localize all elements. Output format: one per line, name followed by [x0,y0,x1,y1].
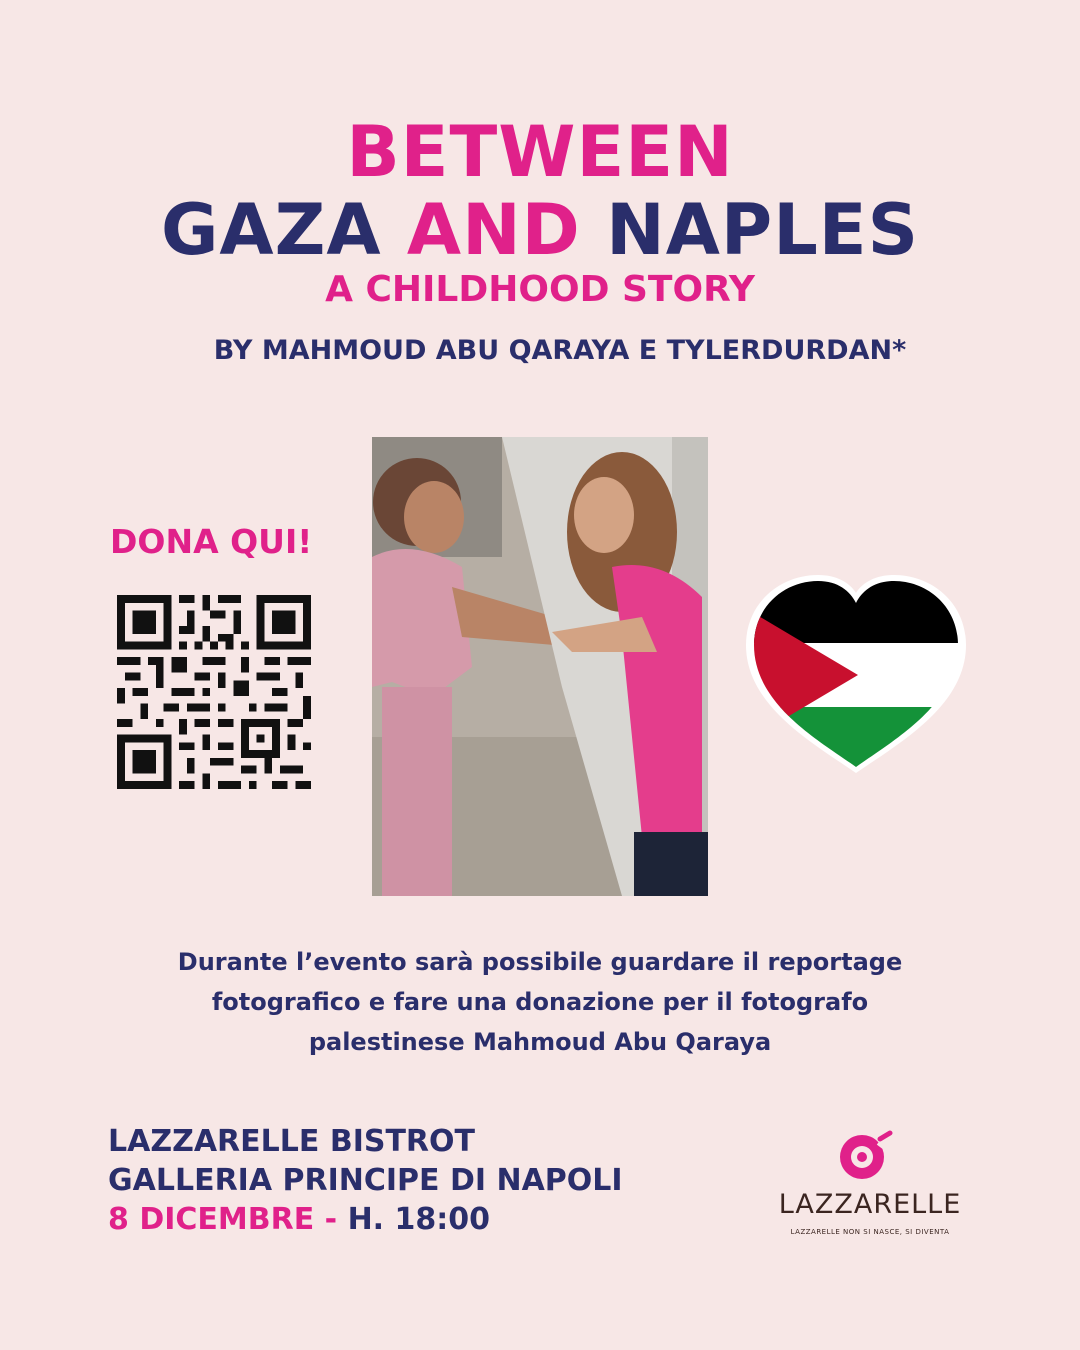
title-word-and: AND [406,189,581,271]
event-time: H. 18:00 [347,1202,491,1237]
byline: BY MAHMOUD ABU QARAYA E TYLERDURDAN* [213,335,907,366]
photo-two-girls [372,437,708,896]
date-separator: - [314,1202,348,1237]
donate-label: DONA QUI! [110,522,313,561]
venue-info [108,1122,623,1239]
venue-name: LAZZARELLE BISTROT [108,1124,475,1159]
description-line-3: palestinese Mahmoud Abu Qaraya [308,1028,772,1056]
description-line-2: fotografico e fare una donazione per il fotografo [211,988,869,1016]
logo-tagline: LAZZARELLE NON SI NASCE, SI DIVENTA [790,1228,950,1236]
logo-name: LAZZARELLE [778,1189,962,1220]
title-line-between: BETWEEN [346,111,734,193]
title-line-gaza-and-naples [0,190,1080,270]
lazzarelle-logo [778,1125,962,1245]
venue-address: GALLERIA PRINCIPE DI NAPOLI [108,1163,623,1198]
palestine-flag-heart-icon [740,575,972,775]
description-line-1: Durante l’evento sarà possibile guardare il reportage [177,948,903,976]
qr-code-icon[interactable] [117,595,311,789]
title-word-naples: NAPLES [606,189,920,271]
event-datetime [108,1200,623,1239]
lazzarelle-logo-icon [778,1125,962,1185]
subtitle: A CHILDHOOD STORY [325,269,755,310]
event-date: 8 DICEMBRE [108,1202,315,1237]
title-word-gaza: GAZA [160,189,382,271]
event-description [100,942,980,1062]
